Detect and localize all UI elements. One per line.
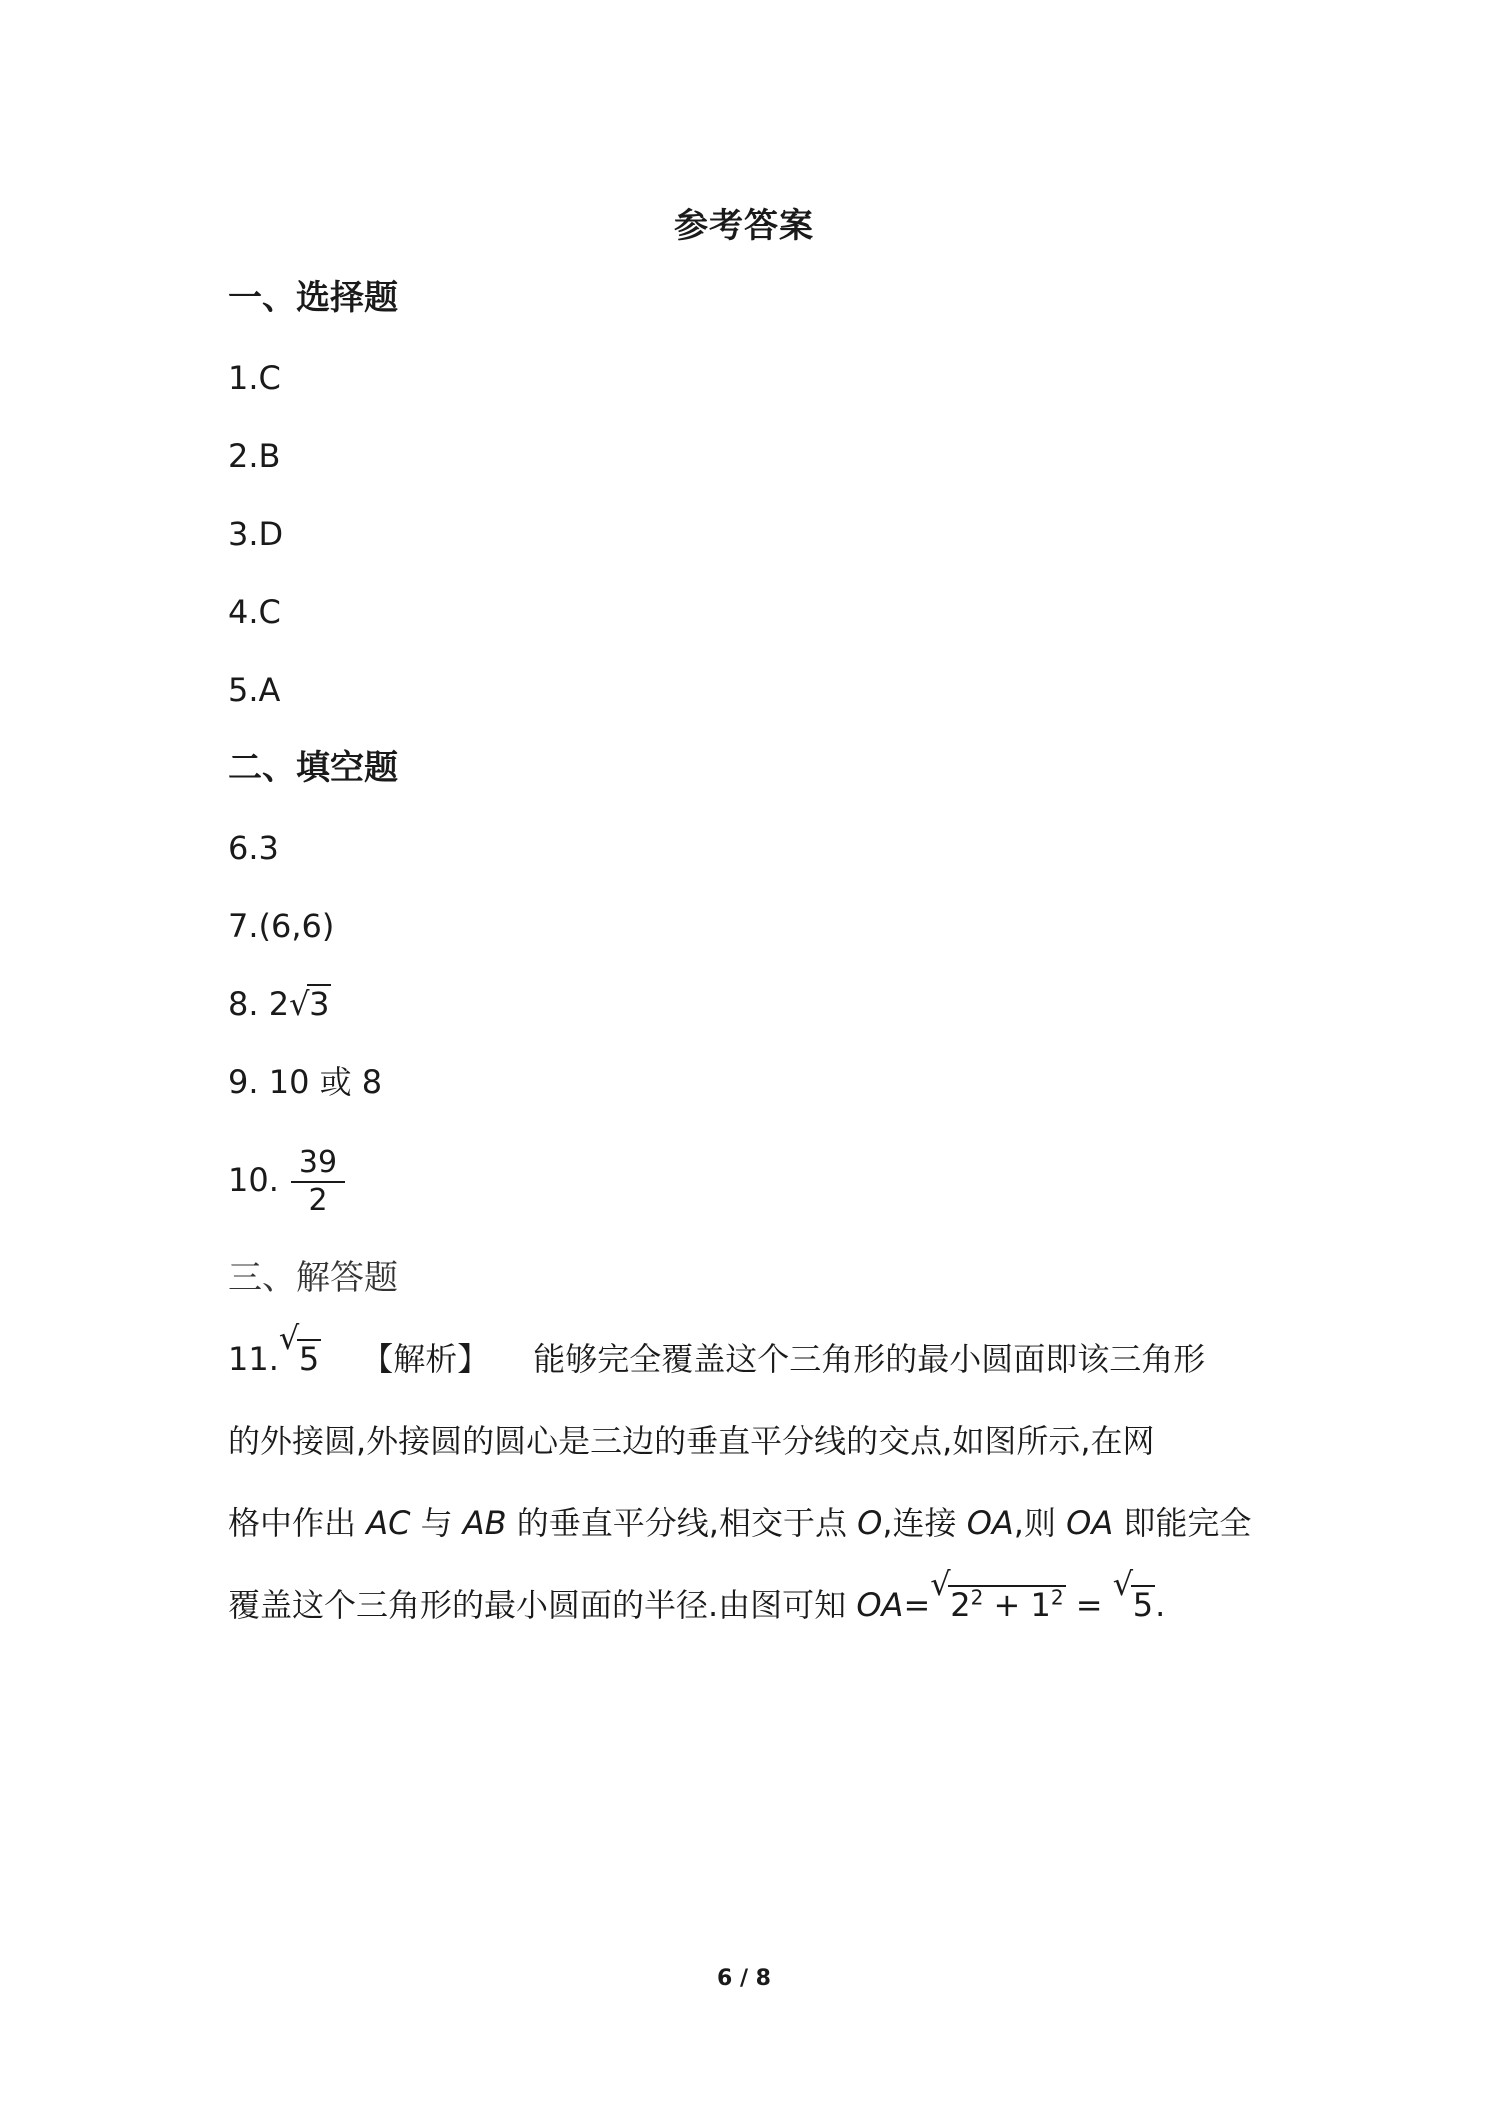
sqrt-symbol-icon: √ <box>278 1319 300 1357</box>
solution-line-2: 的外接圆,外接圆的圆心是三边的垂直平分线的交点,如图所示,在网 <box>228 1422 1155 1460</box>
segment-ab: AB <box>462 1504 507 1542</box>
q11-sqrt <box>279 1318 321 1400</box>
exponent: 2 <box>1050 1585 1064 1610</box>
analysis-tag: 【解析】 <box>361 1340 490 1378</box>
q11-radicand: 5 <box>298 1340 320 1378</box>
solution-line-3 <box>228 1482 1278 1564</box>
answer-3: 3.D <box>228 515 284 553</box>
fraction-numerator: 39 <box>298 1145 338 1180</box>
text-segment: 与 <box>410 1504 463 1542</box>
answer-2: 2.B <box>228 437 281 475</box>
segment-oa: OA <box>856 1586 904 1624</box>
result-radicand: 5 <box>1132 1586 1154 1624</box>
page-number: 6 / 8 <box>717 1966 771 1991</box>
answer-1: 1.C <box>228 359 281 397</box>
text-segment: ,则 <box>1013 1504 1067 1542</box>
answer-9: 9. 10 或 8 <box>228 1063 383 1101</box>
term: 2 <box>950 1586 971 1624</box>
section-heading-choice: 一、选择题 <box>228 278 398 318</box>
fraction <box>295 1145 341 1219</box>
segment-oa: OA <box>1066 1504 1114 1542</box>
solution-line-1 <box>228 1318 1278 1400</box>
sqrt-expression <box>289 984 331 1024</box>
result-sqrt <box>1113 1564 1155 1646</box>
q11-prefix: 11. <box>228 1340 279 1378</box>
text-segment: 即能完全 <box>1113 1504 1252 1542</box>
text-segment: 的垂直平分线,相交于点 <box>506 1504 858 1542</box>
formula-radicand <box>948 1585 1065 1623</box>
sqrt-symbol-icon: √ <box>1112 1565 1134 1603</box>
answer-8-radicand: 3 <box>309 985 330 1023</box>
term: + 1 <box>983 1586 1051 1624</box>
answer-10-prefix: 10. <box>228 1161 279 1199</box>
answer-8 <box>228 984 331 1024</box>
section-heading-fill: 二、填空题 <box>228 748 398 788</box>
solution-text-1: 能够完全覆盖这个三角形的最小圆面即该三角形 <box>533 1340 1206 1378</box>
sqrt-symbol-icon: √ <box>289 985 310 1023</box>
answer-8-prefix: 8. 2 <box>228 985 290 1023</box>
segment-ac: AC <box>366 1504 411 1542</box>
text-segment: ,连接 <box>882 1504 967 1542</box>
text-segment: 覆盖这个三角形的最小圆面的半径.由图可知 <box>228 1586 857 1624</box>
answer-10 <box>228 1140 341 1220</box>
answer-6: 6.3 <box>228 829 279 867</box>
sqrt-symbol-icon: √ <box>930 1565 951 1603</box>
formula-sqrt <box>930 1564 1065 1646</box>
answer-4: 4.C <box>228 593 281 631</box>
equals-sign: = <box>903 1586 931 1624</box>
fraction-denominator: 2 <box>291 1181 345 1219</box>
solution-paragraph <box>228 1318 1278 1646</box>
answer-7: 7.(6,6) <box>228 907 335 945</box>
period: . <box>1155 1586 1166 1624</box>
exponent: 2 <box>970 1585 984 1610</box>
answer-5: 5.A <box>228 671 281 709</box>
solution-line-4 <box>228 1564 1278 1646</box>
text-segment: 格中作出 <box>228 1504 367 1542</box>
segment-oa: OA <box>966 1504 1014 1542</box>
section-heading-solve: 三、解答题 <box>228 1258 398 1298</box>
equals-sign: = <box>1065 1586 1113 1624</box>
point-o: O <box>857 1504 883 1542</box>
page-title: 参考答案 <box>674 206 814 246</box>
